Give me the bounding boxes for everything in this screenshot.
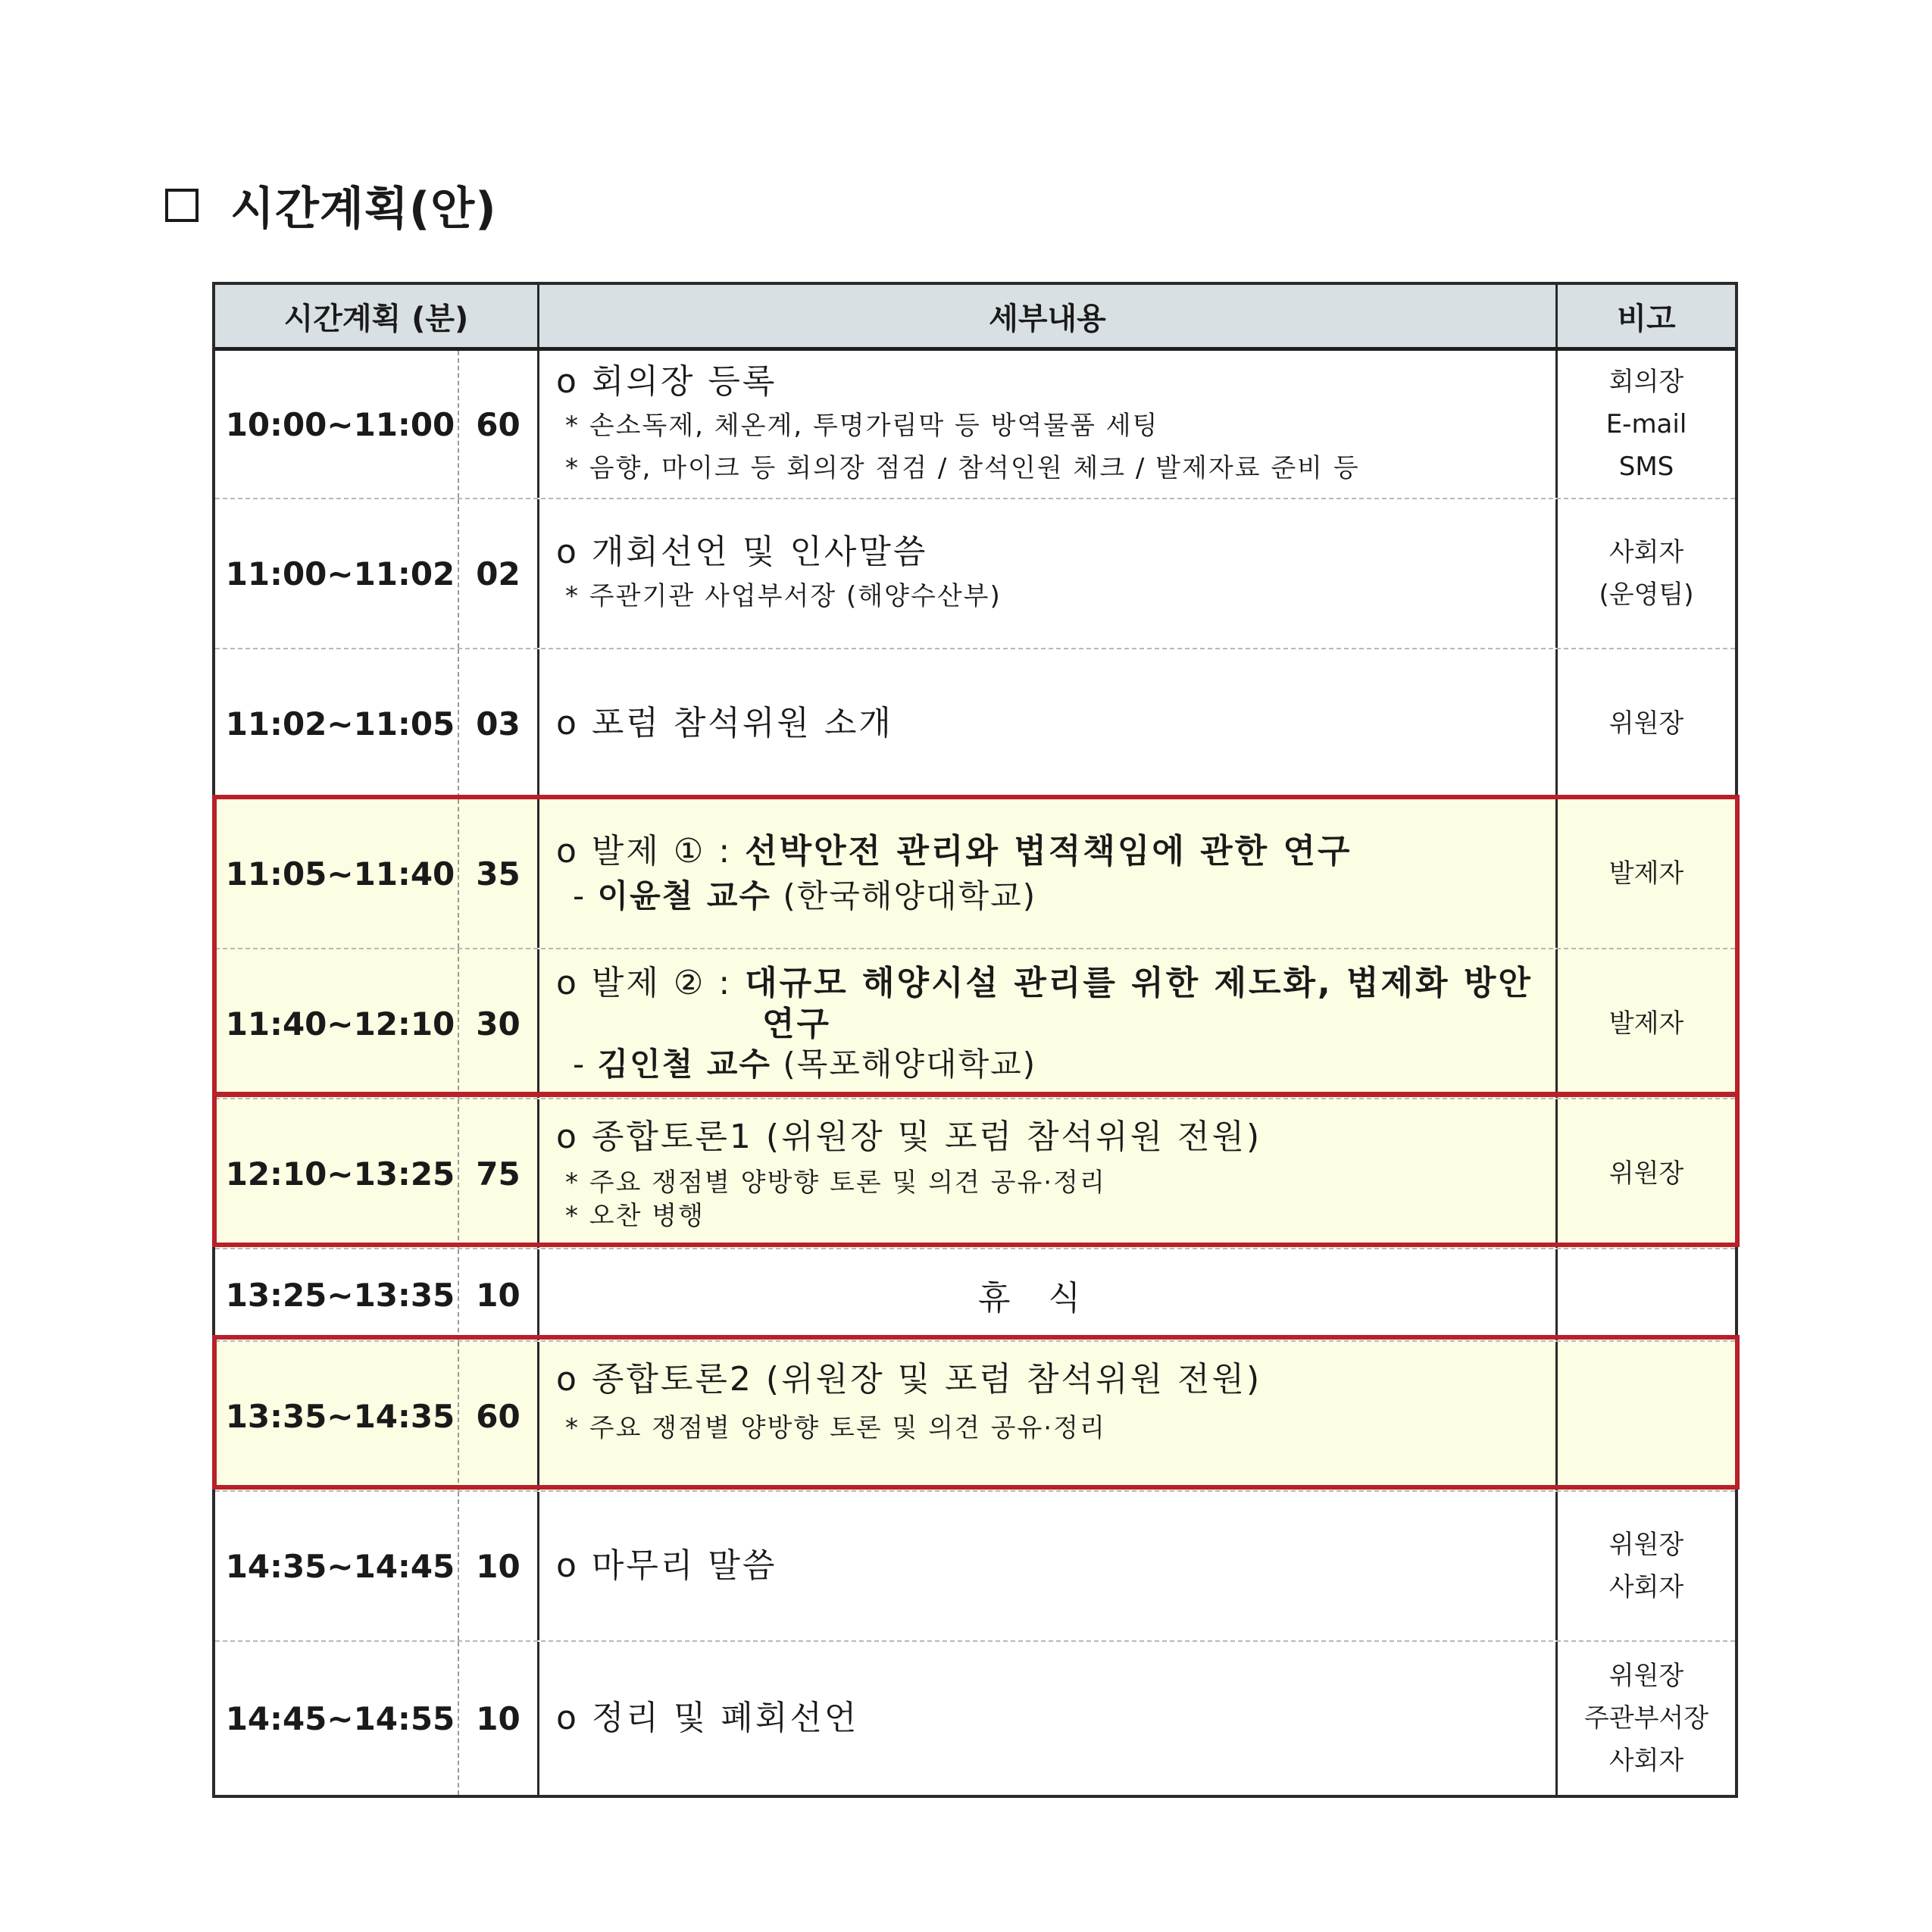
- detail-cell: [539, 1249, 1558, 1340]
- note-line: 주관부서장: [1583, 1703, 1709, 1733]
- note-line: 회의장: [1608, 367, 1684, 397]
- dash-marker: -: [573, 1046, 598, 1083]
- table-row: [215, 1642, 1735, 1795]
- note-line: 위원장: [1608, 1530, 1684, 1560]
- presenter-affiliation: (목포해양대학교): [771, 1046, 1037, 1083]
- checkbox-square-icon: [165, 189, 199, 222]
- schedule-table: [212, 282, 1738, 1798]
- detail-sub: * 주관기관 사업부서장 (해양수산부): [565, 581, 1002, 611]
- detail-main: o 포럼 참석위원 소개: [556, 704, 893, 742]
- table-row: [215, 1492, 1735, 1642]
- table-row: [215, 1249, 1735, 1342]
- table-row: [215, 499, 1735, 649]
- note-cell: [1558, 1099, 1735, 1248]
- detail-sub: * 주요 쟁점별 양방향 토론 및 의견 공유·정리: [565, 1168, 1106, 1198]
- rest-label: 휴식: [977, 1279, 1118, 1318]
- note-cell: [1558, 1342, 1735, 1490]
- header-note: 비고: [1617, 301, 1676, 336]
- detail-main: o 회의장 등록: [556, 362, 777, 401]
- minutes-cell: 03: [459, 649, 539, 798]
- minutes-cell: 02: [459, 499, 539, 648]
- presenter-line: [556, 874, 1036, 918]
- time-cell: 13:35~14:35: [215, 1342, 459, 1490]
- time-cell: 11:02~11:05: [215, 649, 459, 798]
- note-line: 발제자: [1608, 858, 1684, 889]
- detail-cell: [539, 1642, 1558, 1795]
- detail-sub: * 주요 쟁점별 양방향 토론 및 의견 공유·정리: [565, 1413, 1106, 1443]
- minutes-cell: 75: [459, 1099, 539, 1248]
- minutes-cell: 10: [459, 1249, 539, 1340]
- header-detail: 세부내용: [539, 285, 1558, 347]
- note-cell: [1558, 1492, 1735, 1640]
- note-line: 위원장: [1608, 708, 1684, 739]
- note-line: 위원장: [1608, 1661, 1684, 1691]
- detail-main: o 개회선언 및 인사말씀: [556, 533, 928, 571]
- note-line: 발제자: [1608, 1008, 1684, 1039]
- dash-marker: -: [573, 877, 598, 914]
- presenter-name: 김인철 교수: [597, 1046, 771, 1083]
- detail-main: o 종합토론1 (위원장 및 포럼 참석위원 전원): [556, 1118, 1262, 1156]
- note-line: 위원장: [1608, 1158, 1684, 1189]
- presentation-label: o 발제 ② :: [556, 964, 746, 1002]
- title-text: 시간계획(안): [230, 183, 497, 236]
- minutes-cell: 35: [459, 799, 539, 948]
- note-line: (운영팀): [1599, 580, 1694, 610]
- detail-cell: [539, 351, 1558, 498]
- detail-main: [556, 961, 1533, 1006]
- note-cell: [1558, 949, 1735, 1098]
- page-title: [165, 173, 497, 238]
- detail-sub: * 손소독제, 체온계, 투명가림막 등 방역물품 세팅: [565, 411, 1159, 441]
- note-line: 사회자: [1608, 1746, 1684, 1776]
- note-line: 사회자: [1608, 1572, 1684, 1602]
- note-cell: [1558, 799, 1735, 948]
- note-cell: [1558, 499, 1735, 648]
- time-cell: 12:10~13:25: [215, 1099, 459, 1248]
- detail-main: o 정리 및 폐회선언: [556, 1699, 859, 1737]
- note-line: SMS: [1618, 452, 1674, 482]
- detail-main: o 종합토론2 (위원장 및 포럼 참석위원 전원): [556, 1360, 1262, 1399]
- detail-cell: [539, 649, 1558, 798]
- table-header: [215, 285, 1735, 351]
- minutes-cell: 30: [459, 949, 539, 1098]
- note-line: E-mail: [1605, 409, 1687, 439]
- header-time: 시간계획 (분): [215, 285, 539, 347]
- presentation-title: 선박안전 관리와 법적책임에 관한 연구: [745, 832, 1352, 871]
- detail-main: o 마무리 말씀: [556, 1546, 777, 1585]
- presenter-name: 이윤철 교수: [597, 877, 771, 914]
- detail-sub: * 오찬 병행: [565, 1201, 705, 1231]
- note-cell: [1558, 649, 1735, 798]
- time-cell: 13:25~13:35: [215, 1249, 459, 1340]
- detail-cell: [539, 1099, 1558, 1248]
- table-row: [215, 351, 1735, 499]
- minutes-cell: 10: [459, 1492, 539, 1640]
- minutes-cell: 10: [459, 1642, 539, 1795]
- table-row: [215, 649, 1735, 799]
- detail-sub: * 음향, 마이크 등 회의장 점검 / 참석인원 체크 / 발제자료 준비 등: [565, 453, 1360, 483]
- time-cell: 14:35~14:45: [215, 1492, 459, 1640]
- minutes-cell: 60: [459, 351, 539, 498]
- presentation-title: 대규모 해양시설 관리를 위한 제도화, 법제화 방안: [745, 964, 1533, 1002]
- time-cell: 14:45~14:55: [215, 1642, 459, 1795]
- detail-cell: [539, 1342, 1558, 1490]
- table-row: [215, 1099, 1735, 1249]
- table-row: [215, 949, 1735, 1099]
- presenter-line: [556, 1043, 1036, 1086]
- time-cell: 11:40~12:10: [215, 949, 459, 1098]
- detail-cell: [539, 799, 1558, 948]
- table-row: [215, 799, 1735, 949]
- time-cell: 10:00~11:00: [215, 351, 459, 498]
- presentation-title-cont: 연구: [762, 1005, 832, 1043]
- detail-main: [556, 829, 1352, 874]
- time-cell: 11:05~11:40: [215, 799, 459, 948]
- detail-cell: [539, 949, 1558, 1098]
- note-cell: [1558, 1249, 1735, 1340]
- table-row: [215, 1342, 1735, 1492]
- presentation-label: o 발제 ① :: [556, 832, 746, 871]
- minutes-cell: 60: [459, 1342, 539, 1490]
- detail-cell: [539, 1492, 1558, 1640]
- time-cell: 11:00~11:02: [215, 499, 459, 648]
- presenter-affiliation: (한국해양대학교): [771, 877, 1037, 914]
- detail-cell: [539, 499, 1558, 648]
- note-cell: [1558, 351, 1735, 498]
- note-cell: [1558, 1642, 1735, 1795]
- note-line: 사회자: [1608, 537, 1684, 567]
